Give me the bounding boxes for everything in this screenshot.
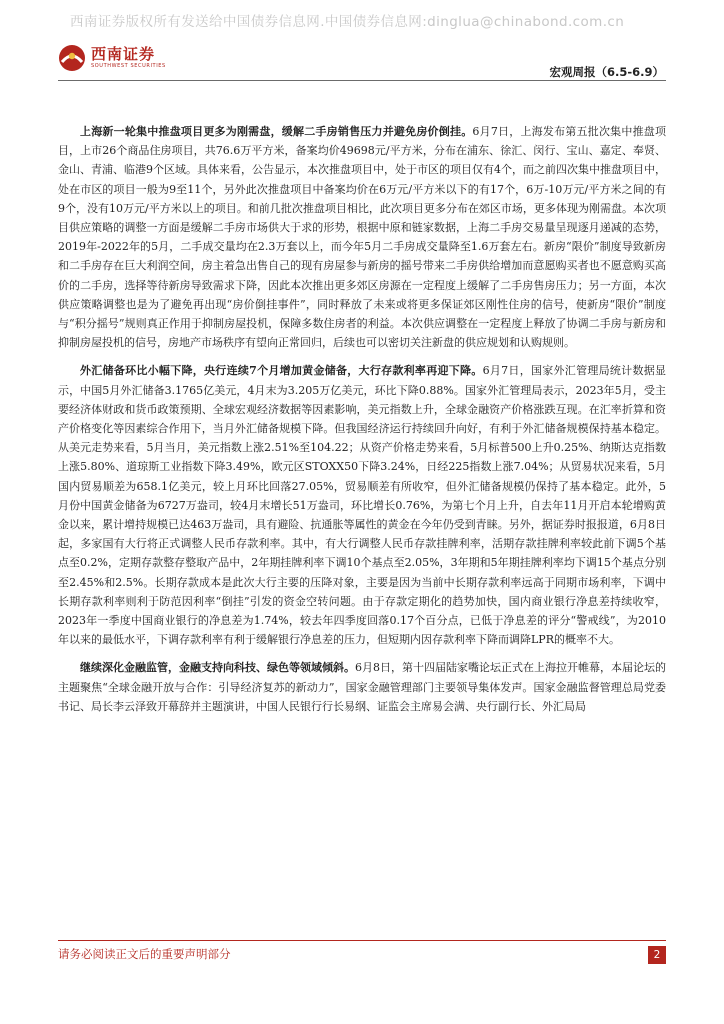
paragraph-financial-regulation	[58, 658, 666, 716]
disclaimer-note: 请务必阅读正文后的重要声明部分	[58, 947, 231, 961]
page-number: 2	[648, 946, 666, 964]
paragraph-body: 6月8日，第十四届陆家嘴论坛正式在上海拉开帷幕，本届论坛的主题聚焦“全球金融开放与合作：引导经济复苏的新动力”，国家金融管理部门主要领导集体发声。国家金融监督管理总局党委书记、局长李云泽致开幕辞并主题演讲，中国人民银行行长易纲、证监会主席易会满、央行副行长、外汇局局	[58, 661, 666, 713]
company-logo	[58, 44, 166, 72]
paragraph-shanghai-housing	[58, 122, 666, 352]
paragraph-body: 6月7日，国家外汇管理局统计数据显示，中国5月外汇储备3.1765亿美元，4月末为3.205万亿美元，环比下降0.88%。国家外汇管理局表示，2023年5月，受主要经济体财政和货币政策预期、全球宏观经济数据等因素影响，美元指数上升，全球金融资产价格涨跌互现。在汇率折算和资产价格变化等因素综合作用下，当月外汇储备规模下降。但我国经济运行持续回升向好，有利于外汇储备规模保持基本稳定。从美元走势来看，5月当月，美元指数上涨2.51%至104.22；从资产价格走势来看，5月标普500上升0.25%、纳斯达克指数上涨5.80%、道琼斯工业指数下降3.49%，欧元区STOXX50下降3.24%，日经225指数上涨7.04%；从贸易状况来看，5月国内贸易顺差为658.1亿美元，较上月环比回落27.05%，贸易顺差有所收窄，但外汇储备规模仍保持了基本稳定。此外，5月份中国黄金储备为6727万盎司，较4月末增长51万盎司，环比增长0.76%，为第七个月上升，自去年11月开启本轮增购黄金以来，累计增持规模已达463万盎司，具有避险、抗通胀等属性的黄金在今年仍受到青睐。另外，据证券时报报道，6月8日起，多家国有大行将正式调整人民币存款利率。其中，有大行调整人民币存款挂牌利率，活期存款挂牌利率较此前下调5个基点至0.2%，定期存款整存整取产品中，2年期挂牌利率下调10个基点至2.05%，3年期和5年期挂牌利率均下调15个基点分别至2.45%和2.5%。长期存款成本是此次大行主要的压降对象，主要是因为当前中长期存款利率远高于同期市场利率，下调中长期存款利率则利于防范因利率“倒挂”引发的资金空转问题。由于存款定期化的趋势加快，国内商业银行净息差持续收窄，2023年一季度中国商业银行的净息差为1.74%，较去年四季度回落0.17个百分点，已低于净息差的评分“警戒线”，为2010年以来的最低水平，下调存款利率有利于缓解银行净息差的压力，但短期内因存款利率下降而调降LPR的概率不大。	[58, 364, 667, 647]
header-divider	[58, 80, 666, 81]
footer-divider	[58, 940, 666, 941]
report-title: 宏观周报（6.5-6.9）	[549, 65, 664, 79]
southwest-securities-logo-icon	[58, 44, 86, 72]
logo-english-name: SOUTHWEST SECURITIES	[91, 63, 166, 69]
paragraph-lead: 上海新一轮集中推盘项目更多为刚需盘，缓解二手房销售压力并避免房价倒挂。	[80, 125, 473, 138]
paragraph-lead: 继续深化金融监管，金融支持向科技、绿色等领域倾斜。	[80, 661, 355, 675]
paragraph-lead: 外汇储备环比小幅下降，央行连续7个月增加黄金储备，大行存款利率再迎下降。	[80, 364, 483, 378]
logo-chinese-name: 西南证券	[91, 45, 156, 63]
paragraph-fx-reserves	[58, 361, 666, 649]
paragraph-body: 6月7日，上海发布第五批次集中推盘项目，上市26个商品住房项目，共76.6万平方米，备案均价49698元/平方米，分布在浦东、徐汇、闵行、宝山、嘉定、奉贤、金山、青浦、临港9个区域。具体来看，公告显示，本次推盘项目中，处于市区的项目仅有4个，而之前四次集中推盘项目中，处在市区的项目一般为9至11个，另外此次推盘项目中备案均价在6万元/平方米以下的有17个，6万-10万元/平方米之间的有9个，没有10万元/平方米以上的项目。和前几批次推盘项目相比，此次项目更多分布在郊区市场，更多体现为刚需盘。本次项目供应策略的调整一方面是缓解二手房市场供大于求的形势，根据中原和链家数据，上海二手房交易量呈现逐月递减的态势，2019年-2022年的5月，二手成交量均在2.3万套以上，而今年5月二手房成交量降至1.6万套左右。新房“限价”制度导致新房和二手房存在巨大利润空间，房主着急出售自己的现有房屋参与新房的摇号带来二手房供给增加而意愿购买者也不愿意购买高价的二手房，选择等待新房导致需求下降，因此本次推出更多郊区房源在一定程度上缓解了二手房售房压力；另一方面，本次供应策略调整也是为了避免再出现“房价倒挂事件”，同时释放了未来或将更多保证郊区刚性住房的信号，使新房“限价”制度与“积分摇号”规则真正作用于抑制房屋投机，保障多数住房者的利益。本次供应调整在一定程度上释放了协调二手房与新房和抑制房屋投机的信号，房地产市场秩序有望向正常回归，后续也可以密切关注新盘的供应规划和认购规则。	[58, 125, 666, 350]
report-body	[58, 122, 666, 725]
watermark-text: 西南证券版权所有发送给中国债券信息网.中国债券信息网:dinglua@chinabond.com.cn	[70, 14, 625, 30]
